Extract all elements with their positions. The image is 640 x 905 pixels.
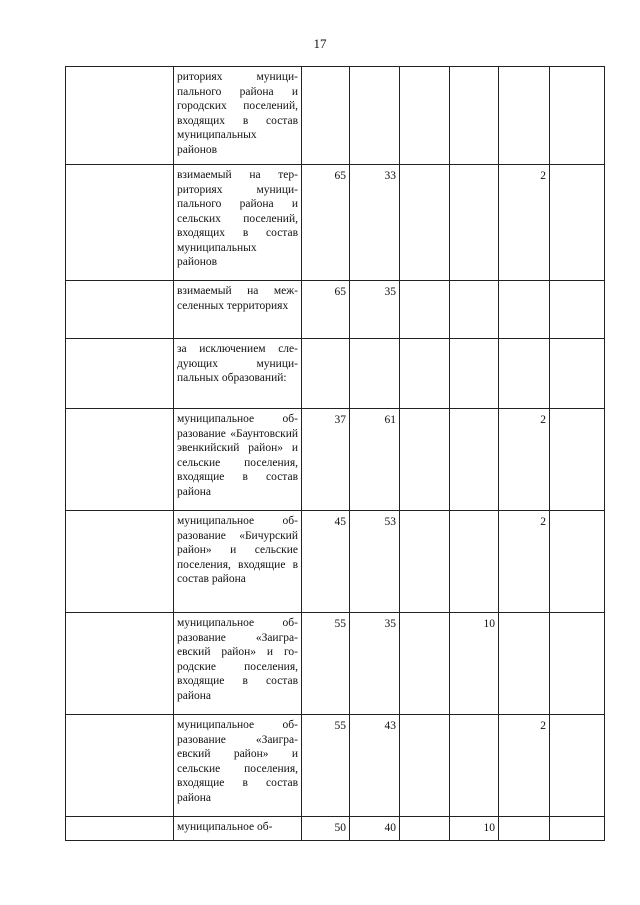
- row-label-cell: [66, 165, 174, 281]
- table-row: [66, 281, 605, 339]
- row-description-cell: [174, 339, 302, 409]
- row-description-cell: [174, 613, 302, 715]
- value-cell-v6: [550, 67, 605, 165]
- table-row: [66, 339, 605, 409]
- value-cell-v2: [350, 339, 400, 409]
- value-cell-v3: [400, 409, 450, 511]
- value-cell-v2: [350, 67, 400, 165]
- table-row: [66, 67, 605, 165]
- row-label-cell: [66, 511, 174, 613]
- value-cell-v2: 53: [350, 511, 400, 613]
- value-cell-v4: [450, 339, 499, 409]
- value-cell-v1: 37: [302, 409, 350, 511]
- value-cell-v6: [550, 817, 605, 841]
- value-cell-v5: 2: [499, 165, 550, 281]
- value-cell-v2: 33: [350, 165, 400, 281]
- value-cell-v4: 10: [450, 817, 499, 841]
- row-description: взимаемый на территориях муниципального района и сельских поселений, входящих в состав муниципальных районов: [177, 169, 298, 268]
- value-cell-v1: [302, 67, 350, 165]
- row-description-cell: [174, 817, 302, 841]
- row-description-cell: [174, 281, 302, 339]
- row-label-cell: [66, 715, 174, 817]
- row-description: муниципальное образование «Заиграевский район» и сельские поселения, входящие в состав района: [177, 719, 298, 804]
- value-cell-v4: [450, 511, 499, 613]
- table-row: [66, 409, 605, 511]
- row-label-cell: [66, 281, 174, 339]
- value-cell-v1: 55: [302, 715, 350, 817]
- row-description-cell: [174, 715, 302, 817]
- value-cell-v1: 65: [302, 281, 350, 339]
- value-cell-v3: [400, 511, 450, 613]
- value-cell-v4: [450, 409, 499, 511]
- page-number: 17: [313, 36, 327, 51]
- row-description: взимаемый на межселенных территориях: [177, 285, 298, 312]
- value-cell-v5: 2: [499, 715, 550, 817]
- row-label-cell: [66, 613, 174, 715]
- value-cell-v6: [550, 165, 605, 281]
- row-description-cell: [174, 409, 302, 511]
- row-label-cell: [66, 817, 174, 841]
- row-description-cell: [174, 511, 302, 613]
- row-description: муниципальное образование «Заиграевский район» и городские поселения, входящие в состав района: [177, 617, 298, 702]
- value-cell-v2: 35: [350, 613, 400, 715]
- value-cell-v5: [499, 613, 550, 715]
- row-description: муниципальное образование «Баунтовский эвенкийский район» и сельские поселения, входящие в состав района: [177, 413, 298, 498]
- value-cell-v5: [499, 339, 550, 409]
- value-cell-v1: 50: [302, 817, 350, 841]
- value-cell-v4: 10: [450, 613, 499, 715]
- value-cell-v6: [550, 339, 605, 409]
- value-cell-v3: [400, 281, 450, 339]
- table-row: [66, 511, 605, 613]
- distribution-table: [65, 66, 605, 841]
- value-cell-v6: [550, 613, 605, 715]
- table-row: [66, 817, 605, 841]
- value-cell-v4: [450, 165, 499, 281]
- value-cell-v2: 61: [350, 409, 400, 511]
- row-description: муниципальное образование «Бичурский район» и сельские поселения, входящие в состав района: [177, 515, 298, 585]
- value-cell-v4: [450, 281, 499, 339]
- row-label-cell: [66, 67, 174, 165]
- value-cell-v3: [400, 339, 450, 409]
- row-description: за исключением следующих муниципальных образований:: [177, 343, 298, 384]
- value-cell-v6: [550, 511, 605, 613]
- value-cell-v2: 43: [350, 715, 400, 817]
- value-cell-v2: 35: [350, 281, 400, 339]
- value-cell-v1: [302, 339, 350, 409]
- value-cell-v4: [450, 715, 499, 817]
- value-cell-v5: [499, 67, 550, 165]
- value-cell-v6: [550, 281, 605, 339]
- value-cell-v6: [550, 715, 605, 817]
- row-description-cell: [174, 67, 302, 165]
- value-cell-v5: [499, 817, 550, 841]
- row-label-cell: [66, 409, 174, 511]
- value-cell-v1: 65: [302, 165, 350, 281]
- value-cell-v5: [499, 281, 550, 339]
- table-row: [66, 165, 605, 281]
- value-cell-v5: 2: [499, 511, 550, 613]
- value-cell-v3: [400, 613, 450, 715]
- value-cell-v4: [450, 67, 499, 165]
- value-cell-v3: [400, 817, 450, 841]
- row-description-cell: [174, 165, 302, 281]
- value-cell-v3: [400, 67, 450, 165]
- table-row: [66, 715, 605, 817]
- table-row: [66, 613, 605, 715]
- row-description: муниципальное об-: [177, 821, 273, 833]
- value-cell-v2: 40: [350, 817, 400, 841]
- value-cell-v5: 2: [499, 409, 550, 511]
- row-label-cell: [66, 339, 174, 409]
- value-cell-v1: 45: [302, 511, 350, 613]
- value-cell-v1: 55: [302, 613, 350, 715]
- value-cell-v3: [400, 715, 450, 817]
- row-description: риториях муниципального района и городских поселений, входящих в состав муниципальных районов: [177, 71, 298, 156]
- value-cell-v3: [400, 165, 450, 281]
- value-cell-v6: [550, 409, 605, 511]
